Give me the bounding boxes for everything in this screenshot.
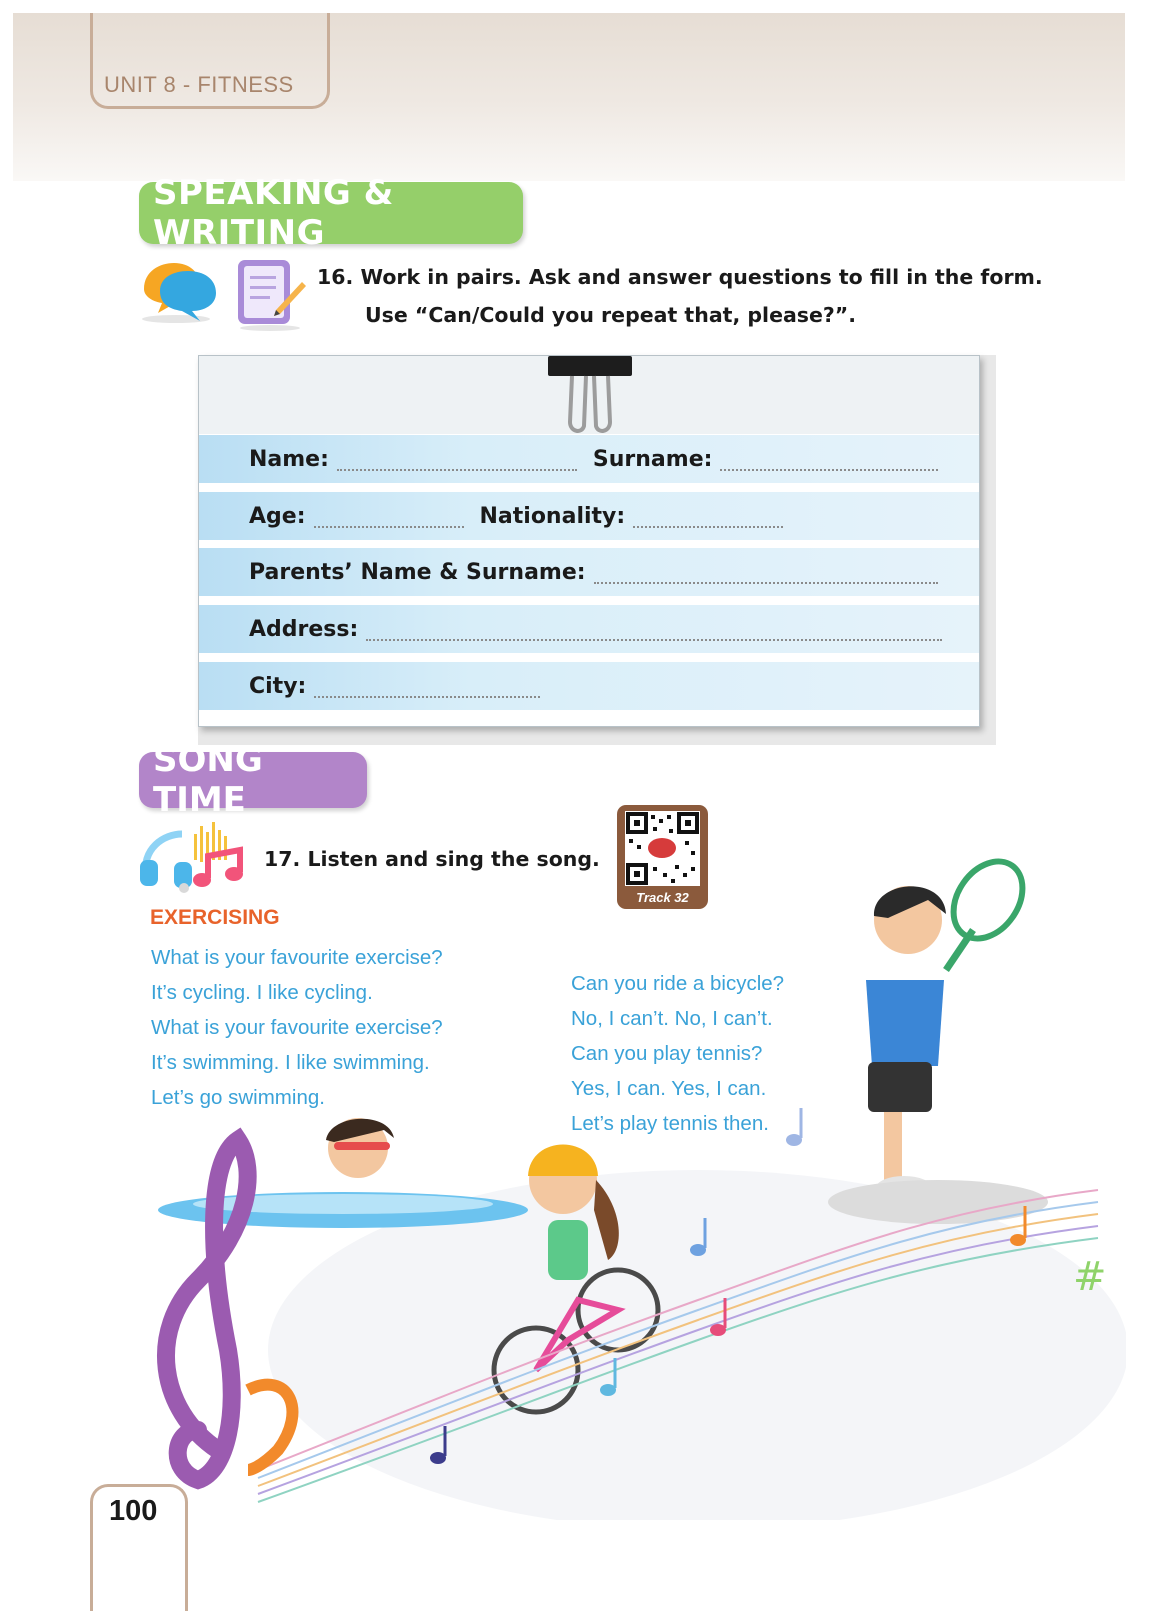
age-field[interactable] (314, 512, 464, 528)
binder-clip-icon (548, 356, 632, 438)
task-16-instruction (317, 258, 1077, 334)
lyric-line: Let’s play tennis then. (571, 1112, 769, 1135)
address-field[interactable] (366, 625, 942, 641)
parents-field[interactable] (594, 568, 938, 584)
song-time-title: SONG TIME (153, 740, 263, 820)
parents-label: Parents’ Name & Surname: (249, 559, 586, 585)
notepad-pencil-icon (236, 258, 308, 332)
task-16-line-1: 16. Work in pairs. Ask and answer questions to fill in the form. (317, 265, 1043, 289)
speech-bubbles-icon (138, 255, 220, 325)
speaking-writing-title: SPEAKING & WRITING (153, 173, 394, 253)
age-label: Age: (249, 503, 306, 529)
name-label: Name: (249, 446, 329, 472)
lyric-line: Yes, I can. Yes, I can. (571, 1077, 767, 1100)
bass-clef-icon (248, 1385, 292, 1470)
form-row-age (199, 492, 979, 540)
speaking-writing-badge (139, 173, 523, 253)
form-row-address (199, 605, 979, 653)
lyric-line: It’s swimming. I like swimming. (151, 1051, 430, 1074)
lyric-line: What is your favourite exercise? (151, 946, 443, 969)
nationality-label: Nationality: (479, 503, 626, 529)
surname-field[interactable] (720, 455, 938, 471)
page-number: 100 (109, 1495, 158, 1527)
song-illustration (138, 830, 1126, 1520)
lyric-line: It’s cycling. I like cycling. (151, 981, 373, 1004)
lyric-line: What is your favourite exercise? (151, 1016, 443, 1039)
lyric-line: Can you play tennis? (571, 1042, 763, 1065)
song-time-badge (139, 740, 367, 820)
unit-label: UNIT 8 - FITNESS (104, 72, 294, 97)
sharp-symbol: # (1073, 1254, 1107, 1300)
city-label: City: (249, 673, 307, 699)
form-row-name (199, 435, 979, 483)
surname-label: Surname: (592, 446, 713, 472)
nationality-field[interactable] (633, 512, 783, 528)
form-row-parents (199, 548, 979, 596)
qr-track-label: Track 32 (636, 890, 689, 905)
address-label: Address: (249, 616, 359, 642)
lyric-line: No, I can’t. No, I can’t. (571, 1007, 773, 1030)
task-16-line-2: Use “Can/Could you repeat that, please?”. (365, 303, 857, 327)
form-row-city (199, 662, 979, 710)
city-field[interactable] (314, 682, 540, 698)
treble-clef-icon (166, 1140, 248, 1480)
tennis-boy-icon (828, 830, 1048, 1224)
task-17-instruction: 17. Listen and sing the song. (264, 847, 600, 871)
lyric-line: Let’s go swimming. (151, 1086, 325, 1109)
name-field[interactable] (337, 455, 577, 471)
song-title: EXERCISING (150, 906, 280, 929)
lyric-line: Can you ride a bicycle? (571, 972, 785, 995)
